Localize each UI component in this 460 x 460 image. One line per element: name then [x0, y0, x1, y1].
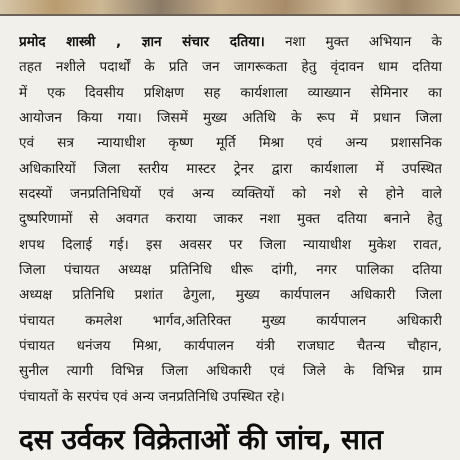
article-line: जिला पंचायत अध्यक्ष प्रतिनिधि धीरू दांगी, नगर पालिका दतिया: [19, 262, 442, 279]
article-line: सदस्यों जनप्रतिनिधियों एवं अन्य व्यक्तियों को नशे से होने वाले: [19, 186, 442, 203]
article-line: अधिकारियों जिला स्तरीय मास्टर ट्रेनर द्वारा कार्यशाला में उपस्थित: [19, 160, 442, 177]
article-line: एवं सत्र न्यायाधीश कृष्ण मूर्ति मिश्रा एवं अन्य प्रशासनिक: [19, 135, 442, 152]
article-line: दुष्परिणामों से अवगत कराया जाकर नशा मुक्त दतिया बनाने हेतु: [19, 211, 442, 228]
article-body: [19, 30, 442, 410]
article-line-text: नशा मुक्त अभियान के: [264, 34, 442, 50]
article-line: पंचायत कमलेश भार्गव,अतिरिक्त मुख्य कार्यपालन अधिकारी: [19, 312, 442, 329]
article-line: पंचायत धनंजय मिश्रा, कार्यपालन यंत्री राजघाट चैतन्य चौहान,: [19, 338, 442, 355]
article-line: सुनील त्यागी विभिन्न जिला अधिकारी एवं जिले के विभिन्न ग्राम: [19, 363, 442, 380]
photo-border: [0, 14, 460, 16]
article-line: में एक दिवसीय प्रशिक्षण सह कार्यशाला व्याख्यान सेमिनार का: [19, 84, 442, 101]
article-line: अध्यक्ष प्रतिनिधि प्रशांत ढेगुला, मुख्य कार्यपालन अधिकारी जिला: [19, 287, 442, 304]
article-line: आयोजन किया गया। जिसमें मुख्य अतिथि के रूप में प्रधान जिला: [19, 110, 442, 127]
photo-bottom-edge: [0, 0, 460, 14]
article-line: तहत नशीले पदार्थों के प्रति जन जागरूकता हेतु वृंदावन धाम दतिया: [19, 59, 442, 76]
byline: प्रमोद शास्त्री , ज्ञान संचार दतिया।: [19, 34, 265, 50]
next-article-headline: दस उर्वकर विक्रेताओं की जांच, सात: [19, 423, 383, 456]
article-line: [19, 30, 442, 55]
article-line: शपथ दिलाई गई। इस अवसर पर जिला न्यायाधीश मुकेश रावत,: [19, 236, 442, 253]
article-line: पंचायतों के सरपंच एवं अन्य जनप्रतिनिधि उपस्थित रहे।: [19, 388, 285, 405]
